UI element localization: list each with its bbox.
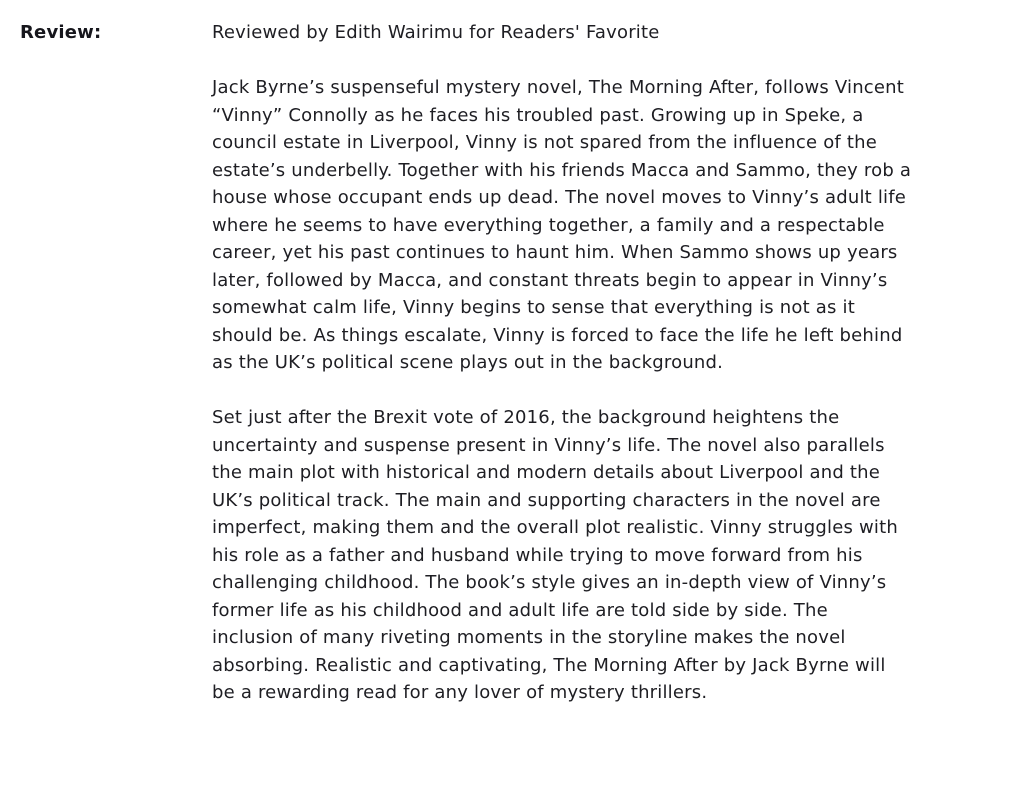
review-paragraph-2: Set just after the Brexit vote of 2016, the background heightens the uncertainty and suspense present in Vinny’s life. The novel also parallels the main plot with historical and modern details about Liverpool and the UK’s political track. The main and supporting characters in the novel are imperfect, making them and the overall plot realistic. Vinny struggles with his role as a father and husband while trying to move forward from his challenging childhood. The book’s style gives an in-depth view of Vinny’s former life as his childhood and adult life are told side by side. The inclusion of many riveting moments in the storyline makes the novel absorbing. Realistic and captivating, The Morning After by Jack Byrne will be a rewarding read for any lover of mystery thrillers. — [212, 407, 899, 703]
review-content-column — [212, 0, 912, 734]
review-byline: Reviewed by Edith Wairimu for Readers' Favorite — [212, 22, 660, 43]
review-label-column — [0, 0, 212, 47]
review-label: Review: — [20, 22, 102, 43]
review-paragraph-1: Jack Byrne’s suspenseful mystery novel, The Morning After, follows Vincent “Vinny” Connolly as he faces his troubled past. Growing up in Speke, a council estate in Liverpool, Vinny is not spared from the influence of the estate’s underbelly. Together with his friends Macca and Sammo, they rob a house whose occupant ends up dead. The novel moves to Vinny’s adult life where he seems to have everything together, a family and a respectable career, yet his past continues to haunt him. When Sammo shows up years later, followed by Macca, and constant threats begin to appear in Vinny’s somewhat calm life, Vinny begins to sense that everything is not as it should be. As things escalate, Vinny is forced to face the life he left behind as the UK’s political scene plays out in the background. — [212, 77, 912, 373]
